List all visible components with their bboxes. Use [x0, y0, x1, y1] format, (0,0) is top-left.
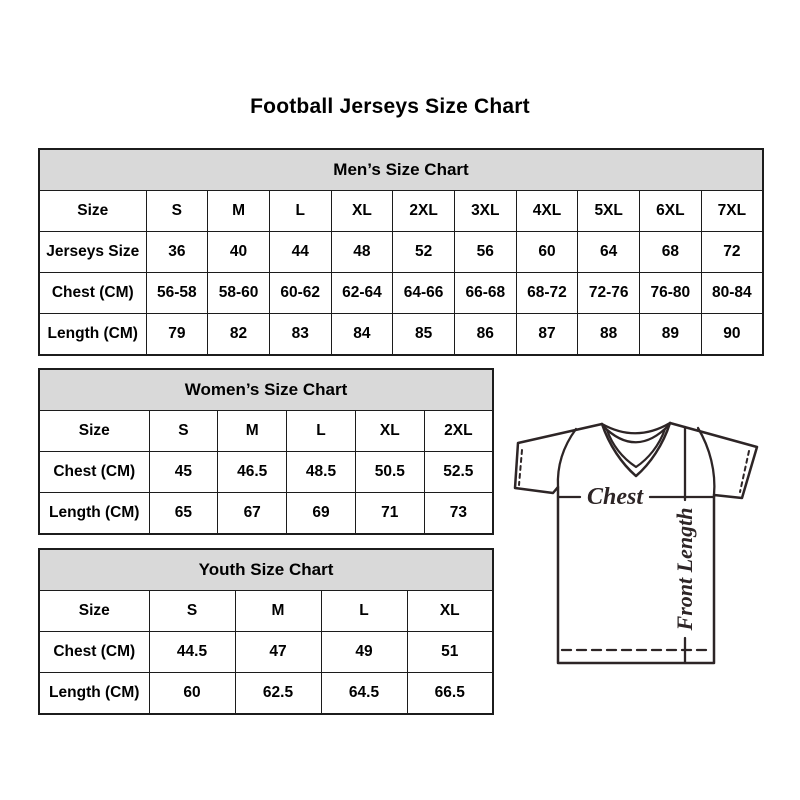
- value-cell: 68-72: [516, 273, 578, 314]
- value-cell: 60: [516, 232, 578, 273]
- value-cell: L: [287, 411, 356, 452]
- value-cell: 69: [287, 493, 356, 535]
- value-cell: 52: [393, 232, 455, 273]
- row-label-cell: Jerseys Size: [39, 232, 146, 273]
- value-cell: S: [149, 411, 218, 452]
- value-cell: 56: [454, 232, 516, 273]
- value-cell: 79: [146, 314, 208, 356]
- right-armhole-seam: [698, 428, 714, 495]
- page-title: Football Jerseys Size Chart: [250, 95, 530, 118]
- table-row: [39, 232, 763, 273]
- value-cell: 56-58: [146, 273, 208, 314]
- jersey-illustration: [500, 398, 780, 688]
- table-row: [39, 493, 493, 535]
- row-label-cell: Chest (CM): [39, 273, 146, 314]
- row-label-cell: Length (CM): [39, 314, 146, 356]
- chest-label: Chest: [586, 484, 644, 510]
- table-row: [39, 314, 763, 356]
- value-cell: 60-62: [269, 273, 331, 314]
- mens-size-table: [38, 148, 764, 356]
- front-length-label: Front Length: [672, 507, 697, 631]
- value-cell: 51: [407, 632, 493, 673]
- value-cell: 73: [424, 493, 493, 535]
- jersey-body-outline: [515, 423, 757, 663]
- value-cell: 88: [578, 314, 640, 356]
- value-cell: 3XL: [454, 191, 516, 232]
- row-label-cell: Chest (CM): [39, 632, 149, 673]
- value-cell: 64.5: [321, 673, 407, 715]
- value-cell: 87: [516, 314, 578, 356]
- value-cell: 65: [149, 493, 218, 535]
- youth-size-table: [38, 548, 494, 715]
- value-cell: 66.5: [407, 673, 493, 715]
- value-cell: 6XL: [640, 191, 702, 232]
- value-cell: 36: [146, 232, 208, 273]
- row-label-cell: Length (CM): [39, 493, 149, 535]
- value-cell: XL: [355, 411, 424, 452]
- value-cell: 84: [331, 314, 393, 356]
- value-cell: M: [235, 591, 321, 632]
- value-cell: 45: [149, 452, 218, 493]
- table-row: [39, 632, 493, 673]
- left-armhole-seam: [558, 429, 576, 487]
- value-cell: 52.5: [424, 452, 493, 493]
- value-cell: 50.5: [355, 452, 424, 493]
- collar-back-arc: [602, 423, 670, 433]
- left-cuff-dashed-line: [519, 450, 522, 485]
- value-cell: XL: [407, 591, 493, 632]
- value-cell: 76-80: [640, 273, 702, 314]
- value-cell: 44.5: [149, 632, 235, 673]
- value-cell: 80-84: [701, 273, 763, 314]
- table-row: [39, 411, 493, 452]
- value-cell: 68: [640, 232, 702, 273]
- value-cell: 72: [701, 232, 763, 273]
- value-cell: 72-76: [578, 273, 640, 314]
- row-label-cell: Length (CM): [39, 673, 149, 715]
- value-cell: 83: [269, 314, 331, 356]
- jersey-measurement-diagram: [500, 398, 780, 688]
- value-cell: 40: [208, 232, 270, 273]
- table-title-row: [39, 549, 493, 591]
- value-cell: S: [149, 591, 235, 632]
- value-cell: 46.5: [218, 452, 287, 493]
- table-row: [39, 591, 493, 632]
- row-label-cell: Size: [39, 191, 146, 232]
- value-cell: 67: [218, 493, 287, 535]
- row-label-cell: Size: [39, 411, 149, 452]
- value-cell: 60: [149, 673, 235, 715]
- value-cell: 62-64: [331, 273, 393, 314]
- value-cell: 82: [208, 314, 270, 356]
- value-cell: L: [269, 191, 331, 232]
- value-cell: 89: [640, 314, 702, 356]
- value-cell: 85: [393, 314, 455, 356]
- value-cell: 49: [321, 632, 407, 673]
- table-title: Men’s Size Chart: [39, 149, 763, 191]
- value-cell: 4XL: [516, 191, 578, 232]
- value-cell: 64: [578, 232, 640, 273]
- table-row: [39, 673, 493, 715]
- row-label-cell: Size: [39, 591, 149, 632]
- value-cell: 66-68: [454, 273, 516, 314]
- value-cell: 2XL: [393, 191, 455, 232]
- value-cell: 58-60: [208, 273, 270, 314]
- value-cell: 5XL: [578, 191, 640, 232]
- value-cell: 48.5: [287, 452, 356, 493]
- value-cell: 64-66: [393, 273, 455, 314]
- row-label-cell: Chest (CM): [39, 452, 149, 493]
- value-cell: 48: [331, 232, 393, 273]
- value-cell: S: [146, 191, 208, 232]
- table-row: [39, 191, 763, 232]
- value-cell: L: [321, 591, 407, 632]
- value-cell: 47: [235, 632, 321, 673]
- table-row: [39, 273, 763, 314]
- value-cell: 2XL: [424, 411, 493, 452]
- value-cell: M: [218, 411, 287, 452]
- value-cell: 90: [701, 314, 763, 356]
- table-title: Women’s Size Chart: [39, 369, 493, 411]
- value-cell: 7XL: [701, 191, 763, 232]
- womens-size-table: [38, 368, 494, 535]
- table-row: [39, 452, 493, 493]
- value-cell: 86: [454, 314, 516, 356]
- value-cell: M: [208, 191, 270, 232]
- table-title-row: [39, 369, 493, 411]
- value-cell: 62.5: [235, 673, 321, 715]
- value-cell: XL: [331, 191, 393, 232]
- table-title: Youth Size Chart: [39, 549, 493, 591]
- value-cell: 71: [355, 493, 424, 535]
- table-title-row: [39, 149, 763, 191]
- value-cell: 44: [269, 232, 331, 273]
